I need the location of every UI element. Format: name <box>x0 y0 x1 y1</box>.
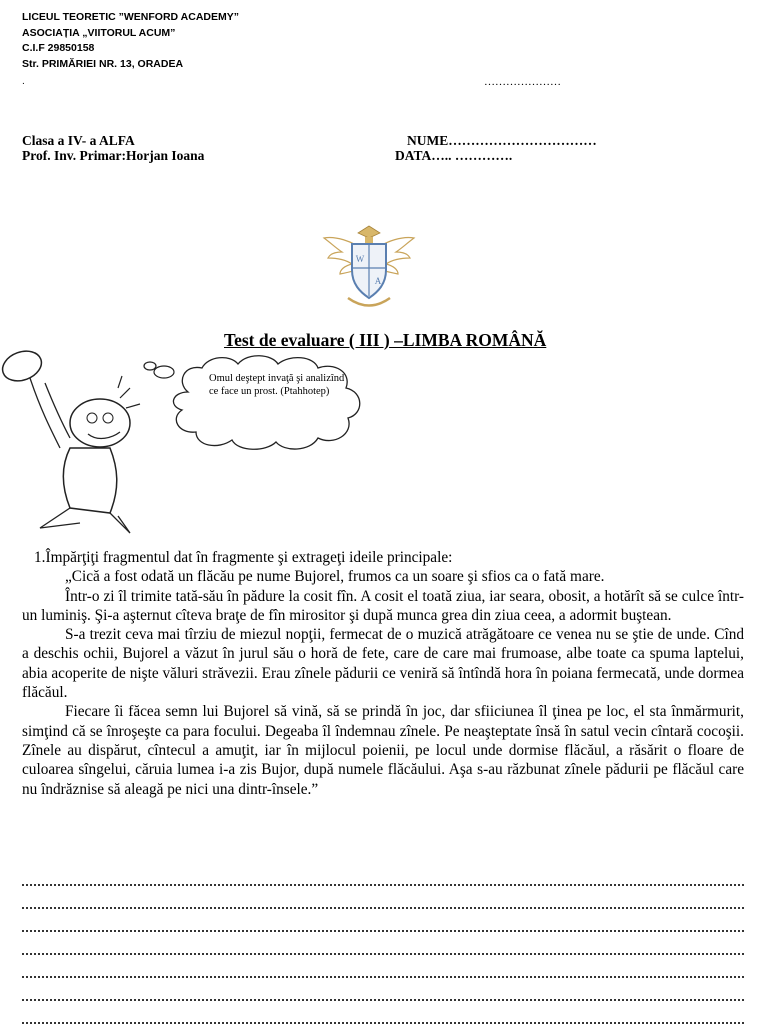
answer-line[interactable] <box>22 863 744 886</box>
story-paragraph-2: Într-o zi îl trimite tată-său în pădure la cosit fîn. A cosit el toată ziua, iar seara, obosit, a hotărît să se culce într-un luminiş. Şi-a aşternut cîteva braţe de fîn mirositor şi după munca grea din ziua ceea, a adormit buştean. <box>22 587 744 624</box>
story-paragraph-4: Fiecare îi făcea semn lui Bujorel să vină, să se prindă în joc, dar sfiiciunea îl ţinea pe loc, el sta înmărmurit, simţind că se înroşeşte ca para focului. Degeaba îl îndemnau zînele. Pe neaşteptate însă în satul vecin cîntară cocoşii. Zînele au dispărut, cîntecul a amuţit, iar în mijlocul poienii, pe locul unde dormise flăcăul, a răsărit o floare de culoarea sîngelui, căruia lumea i-a zis Bujor, după numele flăcăului. Aşa s-au răzbunat zînele pădurii pe flăcăul care nu îndrăznise să aleagă pe nici una dintr-însele.” <box>22 703 744 798</box>
answer-line[interactable] <box>22 932 744 955</box>
answer-line[interactable] <box>22 978 744 1001</box>
answer-line[interactable] <box>22 886 744 909</box>
answer-line[interactable] <box>22 909 744 932</box>
page-title: Test de evaluare ( III ) –LIMBA ROMÂNĂ <box>224 330 547 350</box>
thought-bubble <box>138 352 388 452</box>
exercise-text <box>22 548 744 799</box>
class-info <box>22 133 204 163</box>
quote-text: Omul deştept invaţă şi analizînd ce face un prost. (Ptahhotep) <box>209 373 345 397</box>
school-header <box>22 10 239 72</box>
date-field: DATA….. …………. <box>395 148 513 163</box>
answer-line[interactable] <box>22 1001 744 1024</box>
svg-text:A: A <box>374 276 382 286</box>
story-paragraph-1: „Cică a fost odată un flăcău pe nume Bujorel, frumos ca un soare şi sfios ca o fată mare. <box>65 568 605 586</box>
answer-lines <box>22 863 744 1024</box>
svg-text:W: W <box>355 254 365 264</box>
fiscal-code: C.I.F 29850158 <box>22 42 95 54</box>
student-fields <box>395 133 597 163</box>
name-field: NUME…………………………… <box>407 133 597 148</box>
story-paragraph-3: S-a trezit ceva mai tîrziu de miezul nopţii, fermecat de o muzică atrăgătoare ce venea nu se ştie de unde. Cînd a deschis ochii, Bujorel a văzut în jurul său o horă de fete, care de care mai frumoase, albe toate ca spuma laptelui, abia acoperite de nişte văluri străvezii. Erau zînele pădurii ce veniră să întîndă hora în poiana fermecată, unde dormea flăcăul. <box>22 626 744 702</box>
stray-dot: . <box>22 76 25 87</box>
school-crest-logo <box>322 222 416 310</box>
header-dots: ………………… <box>484 76 561 88</box>
exercise-instruction: 1.Împărţiţi fragmentul dat în fragmente şi extrageţi ideile principale: <box>34 549 453 566</box>
teacher-name: Prof. Inv. Primar:Horjan Ioana <box>22 148 205 163</box>
class-label: Clasa a IV- a ALFA <box>22 133 135 148</box>
answer-line[interactable] <box>22 955 744 978</box>
school-name: LICEUL TEORETIC ”WENFORD ACADEMY” <box>22 11 239 23</box>
school-address: Str. PRIMĂRIEI NR. 13, ORADEA <box>22 57 184 70</box>
association-name: ASOCIAȚIA „VIITORUL ACUM” <box>22 26 176 39</box>
